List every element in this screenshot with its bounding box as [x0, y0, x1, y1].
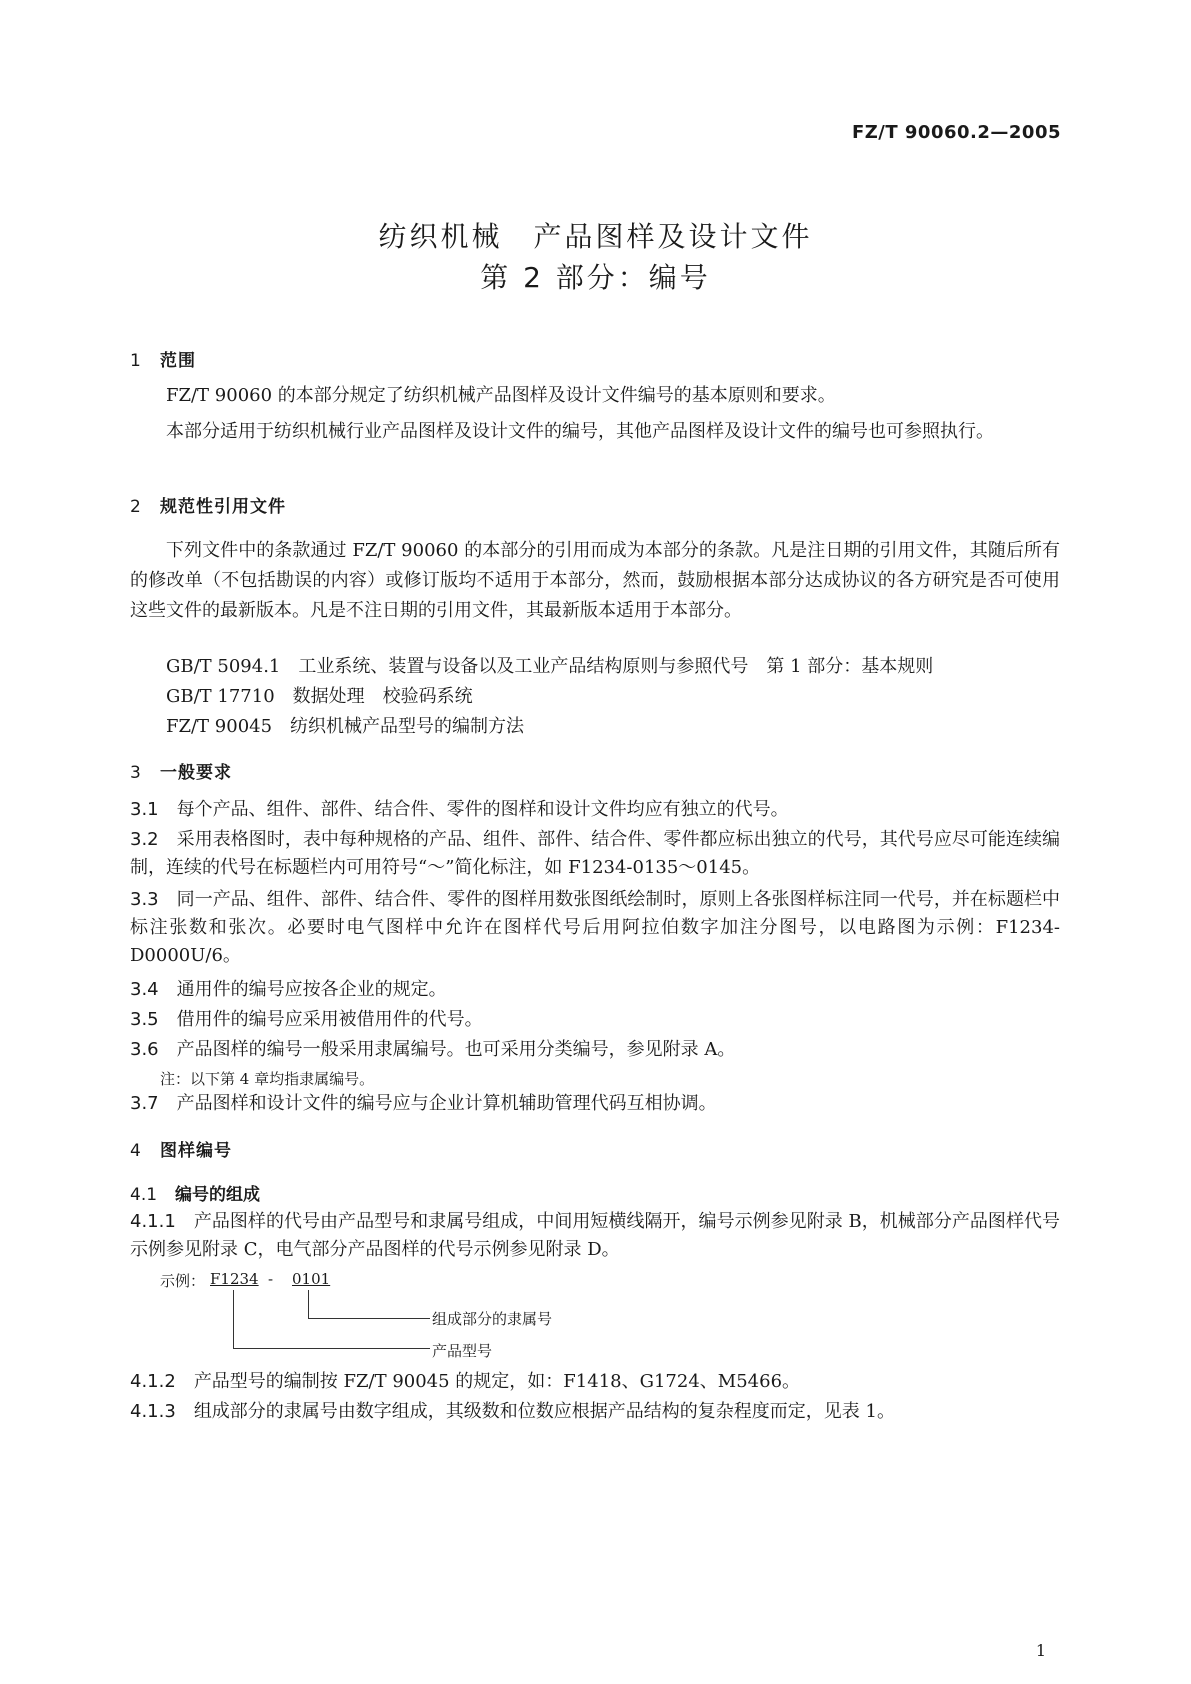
clause-number: 3.2: [130, 829, 159, 850]
example-model-label: 产品型号: [432, 1342, 493, 1360]
connector-line: [233, 1290, 234, 1348]
clause-4-1-2: [130, 1368, 1060, 1396]
clause-text: 同一产品、组件、部件、结合件、零件的图样用数张图纸绘制时，原则上各张图样标注同一代号，并在标题栏中标注张数和张次。必要时电气图样中允许在图样代号后用阿拉伯数字加注分图号，以电路图为示例：F1234-D0000U/6。: [130, 889, 1060, 966]
note: 注：以下第 4 章均指隶属编号。: [160, 1070, 375, 1088]
section-number: 3: [130, 763, 142, 783]
section-number: 1: [130, 351, 142, 371]
connector-line: [308, 1318, 430, 1319]
example-sub-label: 组成部分的隶属号: [432, 1310, 553, 1328]
example-dash: -: [268, 1270, 274, 1288]
section-2-heading: [130, 492, 286, 517]
clause-3-3: [130, 886, 1060, 970]
section-title: 图样编号: [160, 1141, 232, 1161]
connector-line: [308, 1290, 309, 1318]
clause-text: 采用表格图时，表中每种规格的产品、组件、部件、结合件、零件都应标出独立的代号，其代号应尽可能连续编制，连续的代号在标题栏内可用符号“～”简化标注，如 F1234-0135～0145。: [130, 829, 1060, 878]
standard-number: FZ/T 90060.2—2005: [851, 122, 1061, 143]
section-4-heading: [130, 1136, 232, 1161]
reference-item: GB/T 17710 数据处理 校验码系统: [166, 686, 473, 707]
clause-number: 4.1.3: [130, 1401, 176, 1422]
clause-3-4: [130, 976, 1060, 1004]
reference-item: GB/T 5094.1 工业系统、装置与设备以及工业产品结构原则与参照代号 第 1 部分：基本规则: [166, 656, 934, 677]
page-number: 1: [1035, 1641, 1046, 1660]
connector-line: [233, 1348, 430, 1349]
paragraph: 本部分适用于纺织机械行业产品图样及设计文件的编号，其他产品图样及设计文件的编号也可参照执行。: [166, 421, 994, 442]
paragraph: FZ/T 90060 的本部分规定了纺织机械产品图样及设计文件编号的基本原则和要求。: [166, 385, 836, 406]
clause-number: 4.1.2: [130, 1371, 176, 1392]
clause-4-1-3: [130, 1398, 1060, 1426]
clause-text: 每个产品、组件、部件、结合件、零件的图样和设计文件均应有独立的代号。: [176, 799, 789, 820]
clause-text: 产品型号的编制按 FZ/T 90045 的规定，如：F1418、G1724、M5466。: [193, 1371, 801, 1392]
clause-4-1-1: [130, 1208, 1060, 1264]
reference-item: FZ/T 90045 纺织机械产品型号的编制方法: [166, 716, 525, 737]
clause-number: 3.4: [130, 979, 159, 1000]
clause-text: 通用件的编号应按各企业的规定。: [176, 979, 447, 1000]
clause-number: 3.1: [130, 799, 159, 820]
section-title: 一般要求: [160, 763, 232, 783]
clause-3-5: [130, 1006, 1060, 1034]
clause-3-7: [130, 1090, 1060, 1118]
example-product-model: F1234: [210, 1270, 259, 1288]
doc-title: 纺织机械 产品图样及设计文件: [378, 220, 813, 253]
section-title: 范围: [160, 351, 196, 371]
clause-text: 组成部分的隶属号由数字组成，其级数和位数应根据产品结构的复杂程度而定，见表 1。: [193, 1401, 895, 1422]
clause-number: 3.6: [130, 1039, 159, 1060]
clause-3-6: [130, 1036, 1060, 1064]
clause-number: 3.5: [130, 1009, 159, 1030]
paragraph: 下列文件中的条款通过 FZ/T 90060 的本部分的引用而成为本部分的条款。凡是注日期的引用文件，其随后所有的修改单（不包括勘误的内容）或修订版均不适用于本部分，然而，鼓励根据本部分达成协议的各方研究是否可使用这些文件的最新版本。凡是不注日期的引用文件，其最新版本适用于本部分。: [130, 540, 1060, 621]
section-number: 2: [130, 497, 142, 517]
clause-text: 产品图样的代号由产品型号和隶属号组成，中间用短横线隔开，编号示例参见附录 B，机械部分产品图样代号示例参见附录 C，电气部分产品图样的代号示例参见附录 D。: [130, 1211, 1060, 1260]
section-title: 规范性引用文件: [160, 497, 286, 517]
clause-text: 借用件的编号应采用被借用件的代号。: [176, 1009, 483, 1030]
section-3-heading: [130, 758, 232, 783]
section-number: 4: [130, 1141, 142, 1161]
clause-3-2: [130, 826, 1060, 882]
clause-number: 4.1.1: [130, 1211, 176, 1232]
clause-text: 产品图样和设计文件的编号应与企业计算机辅助管理代码互相协调。: [176, 1093, 717, 1114]
subsection-title: 编号的组成: [175, 1185, 261, 1205]
subsection-4-1-heading: [130, 1180, 260, 1205]
subsection-number: 4.1: [130, 1185, 158, 1205]
example-subordinate-number: 0101: [292, 1270, 331, 1288]
doc-subtitle: 第 2 部分：编号: [480, 261, 711, 294]
clause-number: 3.7: [130, 1093, 159, 1114]
clause-3-1: [130, 796, 1060, 824]
section-1-heading: [130, 346, 196, 371]
example-label: 示例：: [160, 1272, 206, 1290]
clause-number: 3.3: [130, 889, 159, 910]
clause-text: 产品图样的编号一般采用隶属编号。也可采用分类编号，参见附录 A。: [176, 1039, 736, 1060]
